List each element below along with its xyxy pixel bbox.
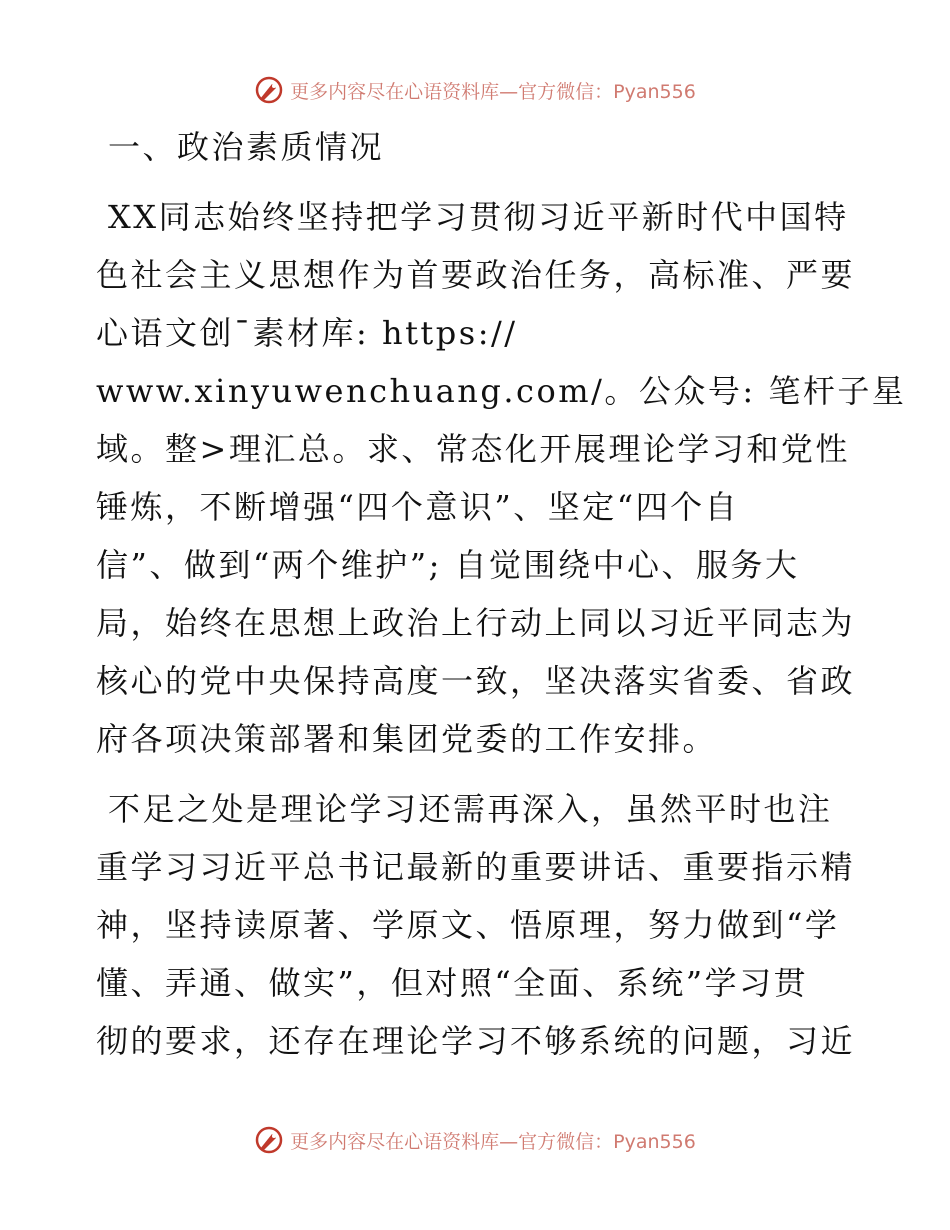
text-line: 不足之处是理论学习还需再深入，虽然平时也注: [108, 790, 833, 828]
text-line: 重学习习近平总书记最新的重要讲话、重要指示精: [96, 848, 856, 886]
text-line: 信”、做到“两个维护”; 自觉围绕中心、服务大: [96, 546, 800, 584]
text-line: 彻的要求，还存在理论学习不够系统的问题，习近: [96, 1022, 856, 1060]
text-line: 心语文创¯素材库: https://: [96, 314, 518, 352]
text-line: 锤炼，不断增强“四个意识”、坚定“四个自: [96, 488, 740, 526]
text-line: 色社会主义思想作为首要政治任务，高标准、严要: [96, 256, 856, 294]
document-body: [96, 118, 907, 1070]
text-line: 域。整>理汇总。求、常态化开展理论学习和党性: [96, 430, 850, 468]
footer-watermark-banner: [0, 1120, 950, 1160]
pen-nib-circle-icon: [254, 1125, 284, 1155]
text-line: 神，坚持读原著、学原文、悟原理，努力做到“学: [96, 906, 840, 944]
header-watermark-text: 更多内容尽在心语资料库—官方微信：Pyan556: [290, 80, 696, 103]
pen-nib-circle-icon: [254, 75, 284, 105]
paragraph-political-quality: [96, 188, 907, 768]
text-line: 懂、弄通、做实”，但对照“全面、系统”学习贯: [96, 964, 809, 1002]
text-line: XX同志始终坚持把学习贯彻习近平新时代中国特: [108, 198, 849, 236]
paragraph-shortcomings: [96, 780, 856, 1070]
header-watermark-banner: [0, 70, 950, 110]
text-line: 局，始终在思想上政治上行动上同以习近平同志为: [96, 604, 856, 642]
text-line: 府各项决策部署和集团党委的工作安排。: [96, 720, 718, 758]
text-line: www.xinyuwenchuang.com/。公众号: 笔杆子星: [96, 372, 907, 410]
text-line: 核心的党中央保持高度一致，坚决落实省委、省政: [96, 662, 856, 700]
section-heading: 一、政治素质情况: [108, 128, 385, 166]
footer-watermark-text: 更多内容尽在心语资料库—官方微信：Pyan556: [290, 1130, 696, 1153]
